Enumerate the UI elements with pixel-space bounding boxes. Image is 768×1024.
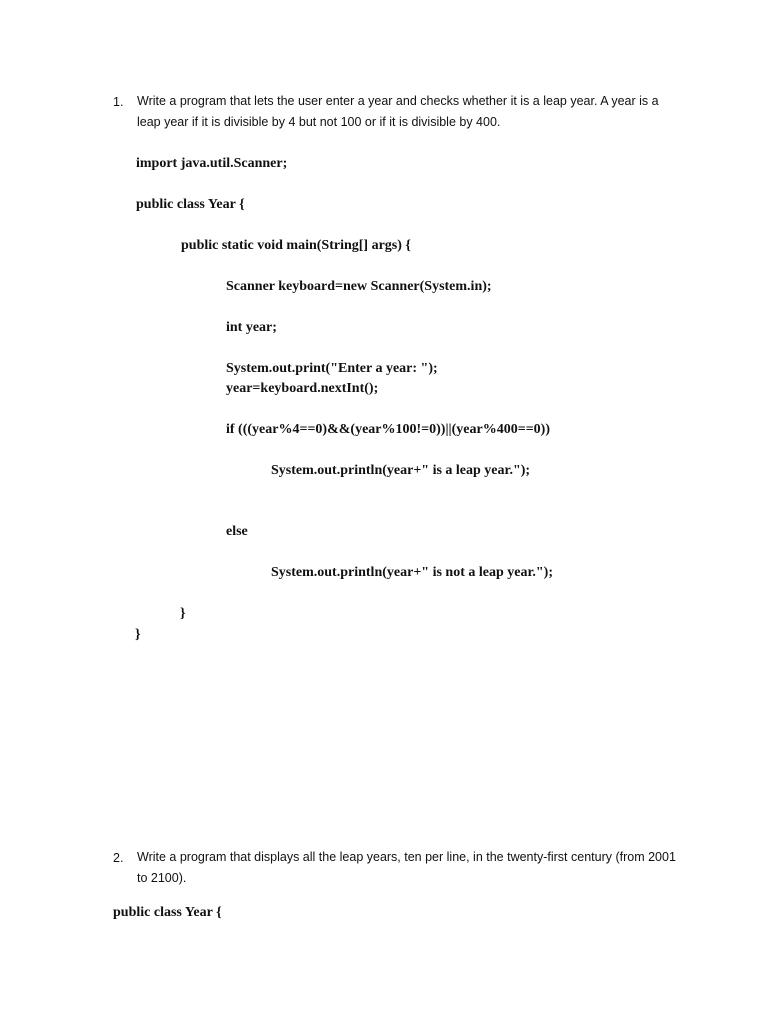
code-line-scanner: Scanner keyboard=new Scanner(System.in); [226,279,492,294]
code-line-println-not-leap: System.out.println(year+" is not a leap year."); [271,565,553,580]
question-2-number: 2. [113,851,124,865]
code-line-println-leap: System.out.println(year+" is a leap year."); [271,463,531,478]
question-1-text: Write a program that lets the user enter a year and checks whether it is a leap year. A year is a leap year if it is divisible by 4 but not 100 or if it is divisible by 400. [137,94,659,129]
code-line-import: import java.util.Scanner; [136,156,288,171]
code-line-read-year: year=keyboard.nextInt(); [226,381,379,396]
code-line-int-year: int year; [226,320,277,335]
code-line-if: if (((year%4==0)&&(year%100!=0))||(year%400==0)) [226,422,550,437]
code-line-close-main: } [180,606,186,621]
code-line-close-class: } [135,627,141,642]
question-2-text: Write a program that displays all the leap years, ten per line, in the twenty-first century (from 2001 to 2100). [137,850,676,885]
question-1-number: 1. [113,95,124,109]
code-line-q2-class-decl: public class Year { [113,905,222,920]
code-line-else: else [226,524,248,539]
code-line-print-prompt: System.out.print("Enter a year: "); [226,361,438,376]
code-line-main-decl: public static void main(String[] args) { [181,238,411,253]
code-line-class-decl: public class Year { [136,197,245,212]
